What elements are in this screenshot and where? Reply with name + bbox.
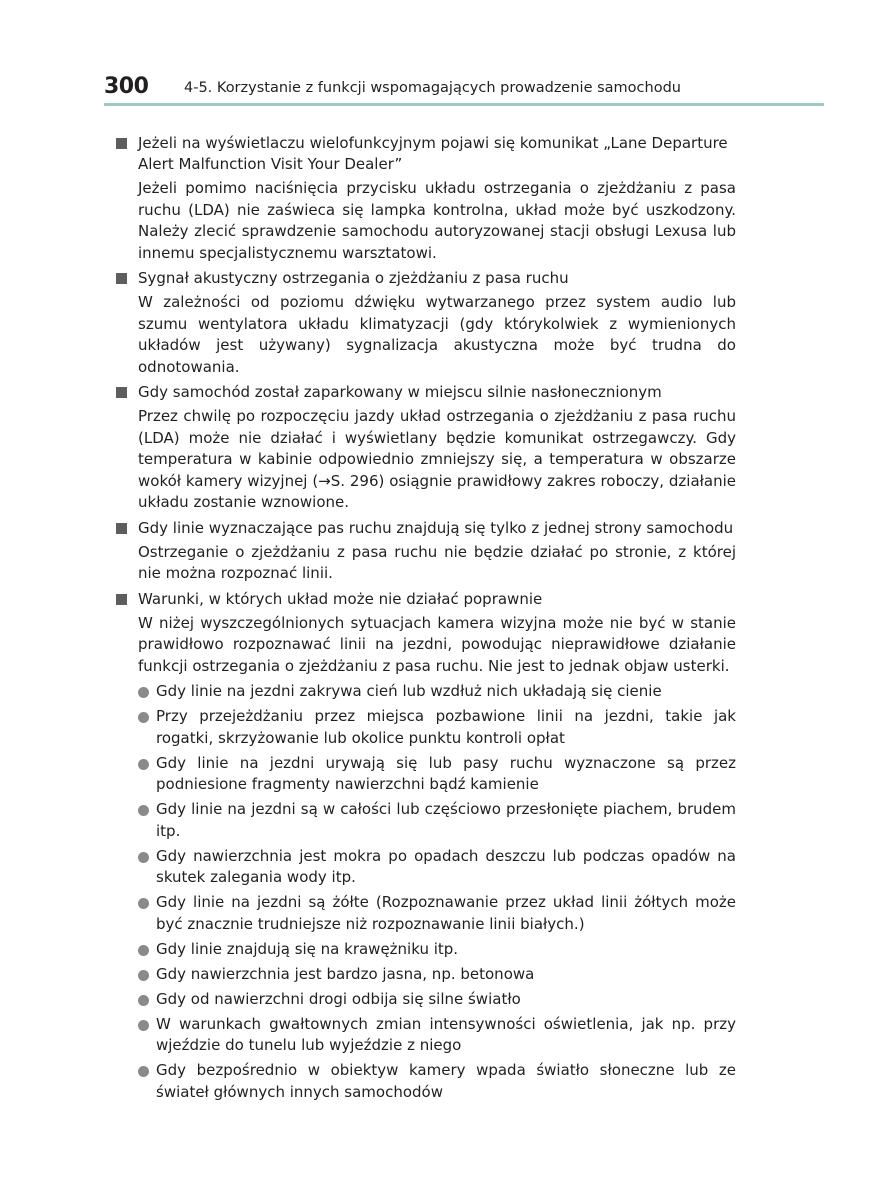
list-item (138, 706, 736, 749)
list-item-text: Gdy linie na jezdni zakrywa cień lub wzdłuż nich układają się cienie (156, 682, 662, 700)
section-heading-text: Gdy linie wyznaczające pas ruchu znajdują się tylko z jednej strony samochodu (138, 518, 734, 537)
bullet-dot-icon (138, 945, 149, 956)
bullet-dot-icon (138, 1066, 149, 1077)
heading-square-icon (116, 387, 127, 398)
heading-square-icon (116, 594, 127, 605)
section-one-side-lines (116, 518, 736, 585)
section-body: Ostrzeganie o zjeżdżaniu z pasa ruchu nie będzie działać po stronie, z której nie można rozpoznać linii. (138, 542, 736, 582)
list-item-text: Gdy bezpośrednio w obiektyw kamery wpada światło słoneczne lub ze świateł głównych innych samochodów (156, 1061, 736, 1101)
list-item (138, 939, 736, 961)
bullet-dot-icon (138, 712, 149, 723)
list-item-text: Gdy nawierzchnia jest mokra po opadach deszczu lub podczas opadów na skutek zalegania wody itp. (156, 846, 736, 886)
section-heading-text: Jeżeli na wyświetlaczu wielofunkcyjnym pojawi się komunikat „Lane Departure Alert Malfunction Visit Your Dealer” (138, 134, 728, 173)
bullet-dot-icon (138, 995, 149, 1006)
conditions-list (138, 681, 736, 1103)
section-acoustic-warning (116, 268, 736, 378)
bullet-dot-icon (138, 805, 149, 816)
page-content (116, 133, 736, 1107)
chapter-title: 4-5. Korzystanie z funkcji wspomagających prowadzenie samochodu (184, 80, 681, 96)
section-body: Jeżeli pomimo naciśnięcia przycisku układu ostrzegania o zjeżdżaniu z pasa ruchu (LDA) nie zaświeca się lampka kontrolna, układ może być uszkodzony. Należy zlecić sprawdzenie samochodu autoryzowanej stacji obsługi Lexusa lub innemu specjalistycznemu warsztatowi. (138, 179, 736, 262)
section-conditions (116, 589, 736, 1104)
page-number: 300 (104, 74, 149, 99)
bullet-dot-icon (138, 759, 149, 770)
section-heading (116, 518, 736, 539)
list-item-text: Gdy linie na jezdni urywają się lub pasy ruchu wyznaczone są przez podniesione fragmenty nawierzchni bądź kamienie (156, 753, 736, 793)
heading-square-icon (116, 138, 127, 149)
list-item-text: Gdy od nawierzchni drogi odbija się silne światło (156, 989, 521, 1008)
section-body: Przez chwilę po rozpoczęciu jazdy układ ostrzegania o zjeżdżaniu z pasa ruchu (LDA) może nie działać i wyświetlany będzie komunikat ostrzegawczy. Gdy temperatura w kabinie odpowiednio zmniejszy się, a temperatura w obszarze wokół kamery wizyjnej (→S. 296) osiągnie prawidłowy zakres roboczy, działanie układu zostanie wznowione. (138, 407, 736, 511)
list-item-text: Przy przejeżdżaniu przez miejsca pozbawione linii na jezdni, takie jak rogatki, skrzyżowanie lub okolice punktu kontroli opłat (156, 707, 736, 747)
list-item (138, 846, 736, 889)
section-lda-malfunction-message (116, 133, 736, 264)
list-item-text: Gdy linie na jezdni są w całości lub częściowo przesłonięte piachem, brudem itp. (156, 800, 736, 840)
header-rule (104, 103, 824, 106)
bullet-dot-icon (138, 687, 149, 698)
bullet-dot-icon (138, 1020, 149, 1031)
list-item (138, 964, 736, 986)
heading-square-icon (116, 273, 127, 284)
list-item (138, 1014, 736, 1057)
list-item-text: W warunkach gwałtownych zmian intensywności oświetlenia, jak np. przy wjeździe do tunelu lub wyjeździe z niego (156, 1014, 736, 1054)
bullet-dot-icon (138, 898, 149, 909)
list-item (138, 799, 736, 842)
list-item (138, 753, 736, 796)
section-heading-text: Sygnał akustyczny ostrzegania o zjeżdżaniu z pasa ruchu (138, 269, 569, 287)
page-header (104, 74, 824, 104)
section-sunny-parking (116, 382, 736, 514)
list-item-text: Gdy nawierzchnia jest bardzo jasna, np. betonowa (156, 964, 535, 983)
section-heading (116, 133, 736, 175)
section-heading (116, 382, 736, 403)
bullet-dot-icon (138, 970, 149, 981)
section-heading (116, 268, 736, 289)
list-item (138, 892, 736, 935)
section-heading-text: Warunki, w których układ może nie działać poprawnie (138, 589, 543, 608)
list-item-text: Gdy linie na jezdni są żółte (Rozpoznawanie przez układ linii żółtych może być znacznie trudniejsze niż rozpoznawanie linii białych.) (156, 893, 736, 933)
list-item (138, 989, 736, 1011)
section-heading-text: Gdy samochód został zaparkowany w miejscu silnie nasłonecznionym (138, 383, 662, 401)
section-heading (116, 589, 736, 610)
section-body: W zależności od poziomu dźwięku wytwarzanego przez system audio lub szumu wentylatora układu klimatyzacji (gdy którykolwiek z wymienionych układów jest używany) sygnalizacja akustyczna może być trudna do odnotowania. (138, 293, 736, 376)
list-item (138, 1060, 736, 1103)
section-body: W niżej wyszczególnionych sytuacjach kamera wizyjna może nie być w stanie prawidłowo rozpoznawać linii na jezdni, powodując nieprawidłowe działanie funkcji ostrzegania o zjeżdżaniu z pasa ruchu. Nie jest to jednak objaw usterki. (138, 613, 736, 675)
bullet-dot-icon (138, 852, 149, 863)
heading-square-icon (116, 523, 127, 534)
list-item (138, 681, 736, 703)
list-item-text: Gdy linie znajdują się na krawężniku itp. (156, 939, 459, 958)
